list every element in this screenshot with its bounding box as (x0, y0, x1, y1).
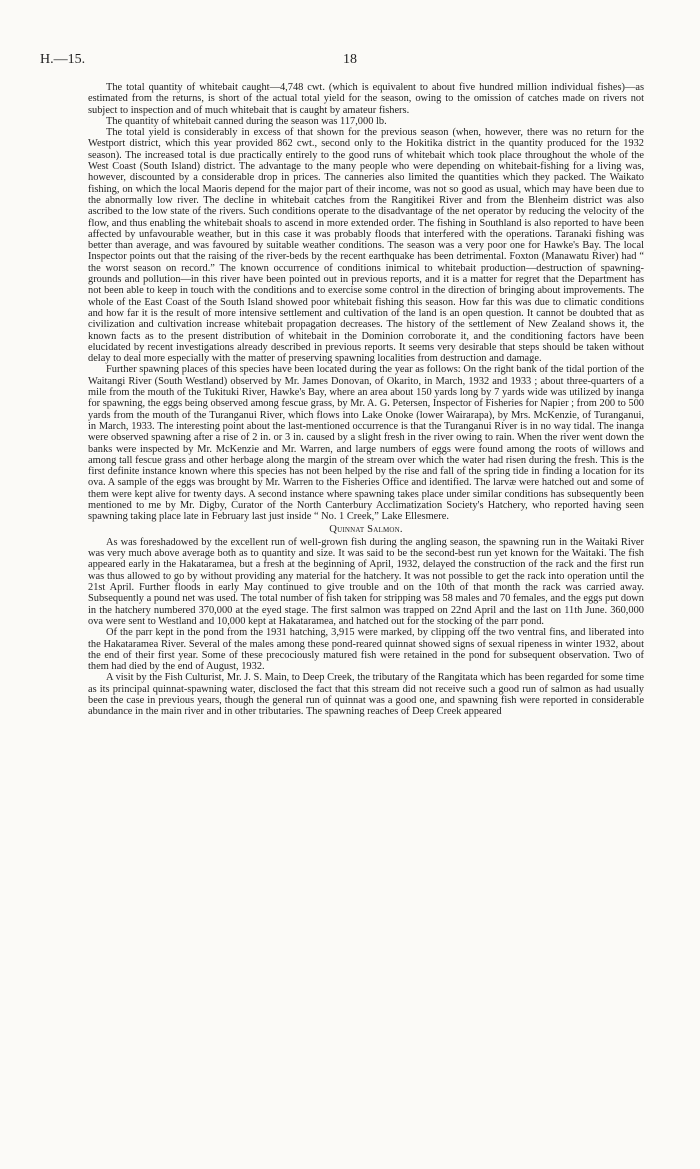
page-body (88, 82, 644, 718)
section-heading-quinnat-salmon: Quinnat Salmon. (329, 523, 403, 535)
paragraph-whitebait-yield: The total yield is considerably in excess of that shown for the previous season (when, however, there was no return for the Westport district, which this year provided 862 cwt., second only to the Hokitika district in the quantity produced for the 1932 season). The increased total is due practically entirely to the good runs of whitebait which took place throughout the whole of the West Coast (South Island) district. The advantage to the many people who were depending on whitebait-fishing for a living was, however, discounted by a considerable drop in prices. The canneries also limited the quantities which they packed. The Waikato fishing, on which the local Maoris depend for the major part of their income, was not so good as usual, which may have been due to the abnormally low river. The decline in whitebait catches from the Rangitikei River and from the Blenheim district was also ascribed to the low state of the rivers. Such conditions operate to the disadvantage of the net operator by reducing the velocity of the flow, and thus enabling the whitebait shoals to ascend in more extended order. The fishing in Southland is also reported to have been affected by unfavourable weather, but in this case it was probably floods that interfered with the operations. Taranaki fishing was better than average, and was favoured by suitable weather conditions. The season was a very poor one for Hawke's Bay. The local Inspector points out that the raising of the river-beds by the recent earthquake has been detrimental. Foxton (Manawatu River) had “ the worst season on record.” The known occurrence of conditions inimical to whitebait production—destruction of spawning-grounds and pollution—in this river have been pointed out in previous reports, and it is a matter for regret that the Department has not been able to keep in touch with the conditions and to exercise some control in the direction of bringing about improvements. The whole of the East Coast of the South Island showed poor whitebait fishing this season. How far this was due to climatic conditions and how far it is the result of more intensive settlement and cultivation of the land is an open question. It cannot be doubted that as civilization and cultivation increase whitebait propagation decreases. The history of the settlement of New Zealand shows it, the known facts as to the present distribution of whitebait in the Dominion corroborate it, and the conditioning factors have been elucidated by recent investigations already described in previous reports. It seems very desirable that steps should be taken without delay to deal more especially with the matter of preserving spawning localities from destruction and damage. (88, 127, 644, 365)
paragraph-whitebait-canned: The quantity of whitebait canned during the season was 117,000 lb. (106, 115, 387, 127)
paragraph-parr-pond: Of the parr kept in the pond from the 1931 hatching, 3,915 were marked, by clipping off the two ventral fins, and liberated into the Hakataramea River. Several of the males among these pond-reared quinnat showed signs of sexual ripeness in winter 1932, about the end of their first year. Some of these precociously matured fish were retained in the pond for subsequent observation. Two of them had died by the end of August, 1932. (88, 627, 644, 673)
paragraph-deep-creek: A visit by the Fish Culturist, Mr. J. S. Main, to Deep Creek, the tributary of the Rangitata which has been regarded for some time as its principal quinnat-spawning water, disclosed the fact that this stream did not receive such a good run of salmon as had usually been the case in previous years, though the general run of quinnat was a good one, and spawning fish were reported in considerable abundance in the main river and in other tributaries. The spawning reaches of Deep Creek appeared (88, 672, 644, 718)
paragraph-spawning-places: Further spawning places of this species have been located during the year as follows: On the right bank of the tidal portion of the Waitangi River (South Westland) observed by Mr. James Donovan, of Okarito, in March, 1932 and 1933 ; about three-quarters of a mile from the mouth of the Tukituki River, Hawke's Bay, where an area about 150 yards long by 7 yards wide was utilized by inanga for spawning, the eggs being observed among fescue grass, by Mr. A. G. Petersen, Inspector of Fisheries for Napier ; from 200 to 500 yards from the mouth of the Turanganui River, which flows into Lake Onoke (lower Wairarapa), by Mrs. McKenzie, of Turanganui, in March, 1933. The interesting point about the last-mentioned occurrence is that the Turanganui River is in no way tidal. The inanga were observed spawning after a rise of 2 in. or 3 in. caused by a slight fresh in the river owing to rain. When the river went down the banks were inspected by Mr. McKenzie and Mr. Warren, and large numbers of eggs were found among the roots of willows and among tall fescue grass and other herbage along the margin of the stream over which the water had risen during the fresh. This is the first definite instance known where this species has not been helped by the rise and fall of the spring tide in finding a location for its ova. A sample of the eggs was brought by Mr. Warren to the Fisheries Office and identified. The larvæ were hatched out and some of them were kept alive for twenty days. A second instance where spawning takes place under similar conditions has subsequently been mentioned to me by Mr. Digby, Curator of the North Canterbury Acclimatization Society's Hatchery, who reported having seen spawning taking place late in February last just inside “ No. 1 Creek,” Lake Ellesmere. (88, 364, 644, 523)
page-number: 18 (343, 52, 357, 67)
document-reference: H.—15. (40, 52, 86, 67)
page-header (40, 52, 660, 72)
paragraph-whitebait-total: The total quantity of whitebait caught—4,748 cwt. (which is equivalent to about five hundred million individual fishes)—as estimated from the returns, is short of the actual total yield for the season, owing to the omission of catches made on rivers not subject to inspection and of much whitebait that is caught by amateur fishers. (88, 82, 644, 116)
paragraph-spawning-run: As was foreshadowed by the excellent run of well-grown fish during the angling season, the spawning run in the Waitaki River was very much above average both as to quantity and size. It was said to be the second-best run yet known for the Waitaki. The fish appeared early in the Hakataramea, but a fresh at the beginning of April, 1932, delayed the construction of the rack and the first run was thus allowed to go by without providing any material for the hatchery. It was not possible to get the rack into operation until the 21st April. Further floods in early May continued to give trouble and on the 10th of that month the rack was carried away. Subsequently a pound net was used. The total number of fish taken for stripping was 58 males and 70 females, and the eggs put down in the hatchery numbered 370,000 at the eyed stage. The first salmon was trapped on 22nd April and the last on 11th June. 360,000 ova were sent to Westland and 10,000 kept at Hakataramea, and hatched out for the stocking of the parr pond. (88, 536, 644, 627)
